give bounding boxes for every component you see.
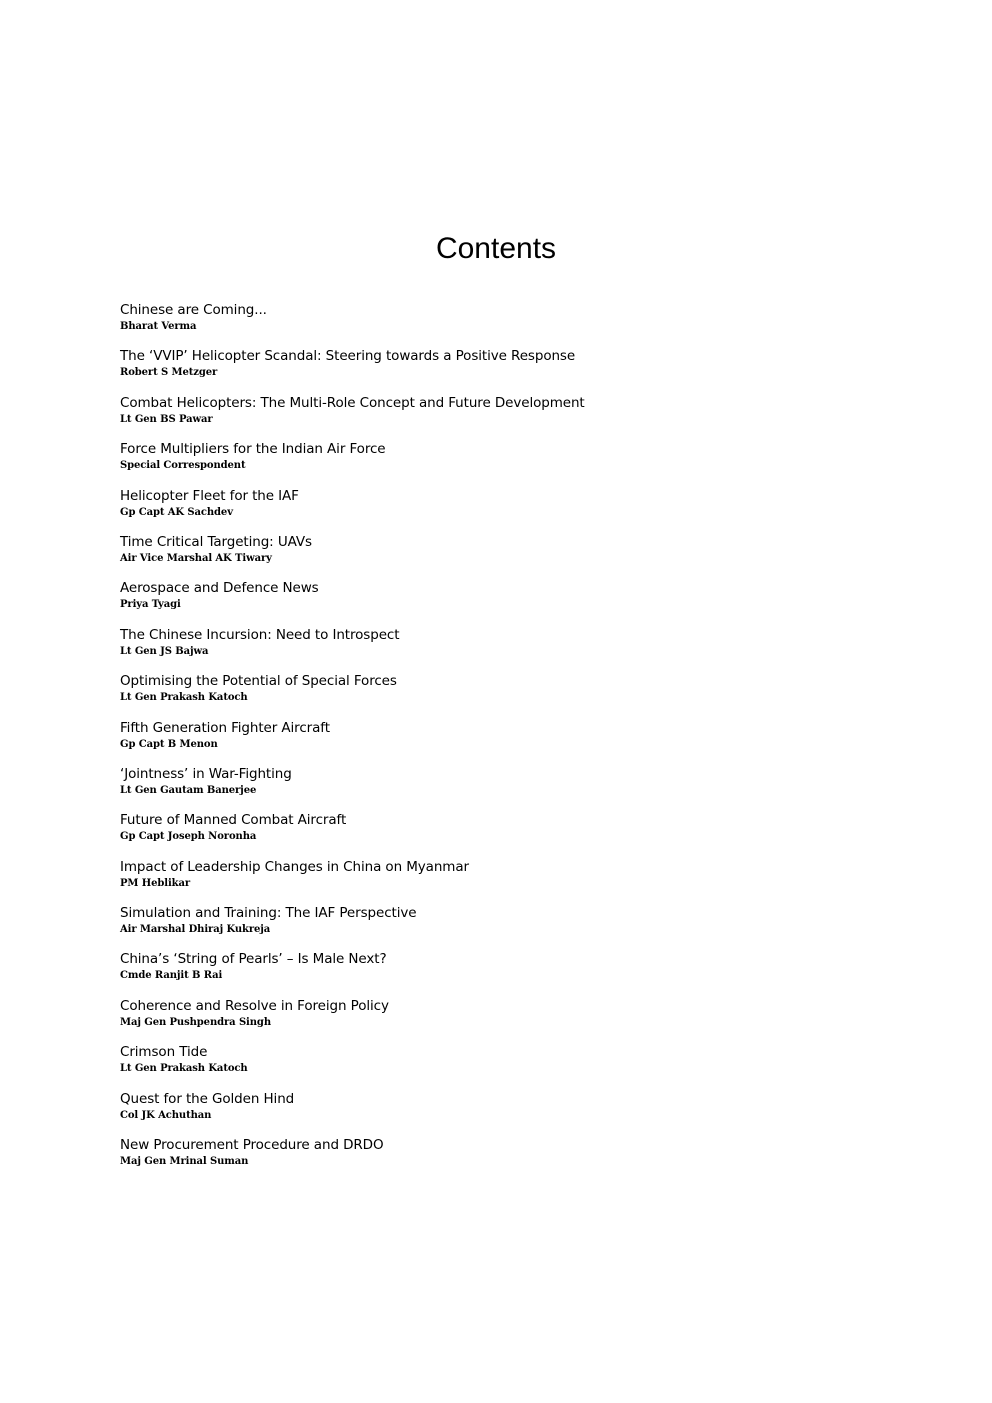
toc-entry [120, 1091, 820, 1137]
toc-entry-title[interactable]: Aerospace and Defence News [120, 580, 319, 597]
toc-entry [120, 488, 820, 534]
toc-entry [120, 302, 820, 348]
toc-entry-title[interactable]: Future of Manned Combat Aircraft [120, 812, 347, 829]
toc-entry-author: Gp Capt B Menon [120, 738, 218, 750]
page-title: Contents [435, 232, 557, 265]
toc-entry [120, 673, 820, 719]
toc-entry-author: Air Marshal Dhiraj Kukreja [120, 924, 271, 936]
toc-entry-author: Gp Capt Joseph Noronha [120, 831, 257, 843]
toc-entry [120, 1137, 820, 1183]
toc-entry [120, 951, 820, 997]
toc-entry-author: PM Heblikar [120, 877, 191, 889]
toc-entry-author: Lt Gen Prakash Katoch [120, 1063, 248, 1075]
toc-entry-author: Robert S Metzger [120, 367, 218, 379]
toc-entry-title[interactable]: Combat Helicopters: The Multi-Role Concept and Future Development [120, 394, 585, 411]
toc-entry [120, 998, 820, 1044]
toc-entry-title[interactable]: Crimson Tide [120, 1044, 208, 1061]
toc-entry-title[interactable]: Impact of Leadership Changes in China on Myanmar [120, 858, 469, 875]
toc-entry-author: Special Correspondent [120, 460, 246, 472]
toc-entry-author: Cmde Ranjit B Rai [120, 970, 223, 982]
toc-entry [120, 441, 820, 487]
toc-entry-author: Priya Tyagi [120, 599, 181, 611]
toc-entry-title[interactable]: The ‘VVIP’ Helicopter Scandal: Steering towards a Positive Response [120, 348, 576, 365]
toc-entry-author: Lt Gen Gautam Banerjee [120, 784, 257, 796]
toc-entry [120, 812, 820, 858]
toc-entry-author: Maj Gen Pushpendra Singh [120, 1016, 271, 1028]
toc-entry-title[interactable]: ‘Jointness’ in War-Fighting [120, 765, 292, 782]
toc-entry-author: Lt Gen Prakash Katoch [120, 692, 248, 704]
toc-entry-author: Air Vice Marshal AK Tiwary [120, 552, 272, 564]
toc-entry-title[interactable]: Chinese are Coming... [120, 302, 267, 318]
toc-entry-title[interactable]: Simulation and Training: The IAF Perspective [120, 905, 417, 922]
toc-entry-title[interactable]: Optimising the Potential of Special Forces [120, 673, 397, 690]
toc-entry-author: Lt Gen BS Pawar [120, 413, 213, 425]
toc-entry-author: Gp Capt AK Sachdev [120, 506, 233, 518]
toc-entry [120, 580, 820, 626]
toc-entry [120, 859, 820, 905]
toc-entry-title[interactable]: New Procurement Procedure and DRDO [120, 1137, 384, 1154]
toc-entry-title[interactable]: Coherence and Resolve in Foreign Policy [120, 997, 389, 1014]
toc-entry-author: Col JK Achuthan [120, 1109, 212, 1121]
toc-entry [120, 720, 820, 766]
toc-entry [120, 534, 820, 580]
toc-entry-title[interactable]: Quest for the Golden Hind [120, 1090, 295, 1107]
toc-entry-title[interactable]: Fifth Generation Fighter Aircraft [120, 719, 330, 736]
toc-entry-title[interactable]: Helicopter Fleet for the IAF [120, 487, 299, 504]
toc-entry-author: Maj Gen Mrinal Suman [120, 1156, 249, 1168]
toc-entry-author: Lt Gen JS Bajwa [120, 645, 209, 657]
toc-entry [120, 766, 820, 812]
toc-entry [120, 627, 820, 673]
toc-entry [120, 395, 820, 441]
toc-entry-title[interactable]: China’s ‘String of Pearls’ – Is Male Next? [120, 951, 387, 968]
toc-entry-title[interactable]: Force Multipliers for the Indian Air Force [120, 441, 386, 458]
table-of-contents [120, 302, 820, 1183]
toc-entry-title[interactable]: Time Critical Targeting: UAVs [120, 533, 312, 550]
toc-entry-title[interactable]: The Chinese Incursion: Need to Introspect [120, 626, 400, 643]
toc-entry [120, 905, 820, 951]
toc-entry-author: Bharat Verma [120, 321, 197, 332]
toc-entry [120, 1044, 820, 1090]
toc-entry [120, 348, 820, 394]
